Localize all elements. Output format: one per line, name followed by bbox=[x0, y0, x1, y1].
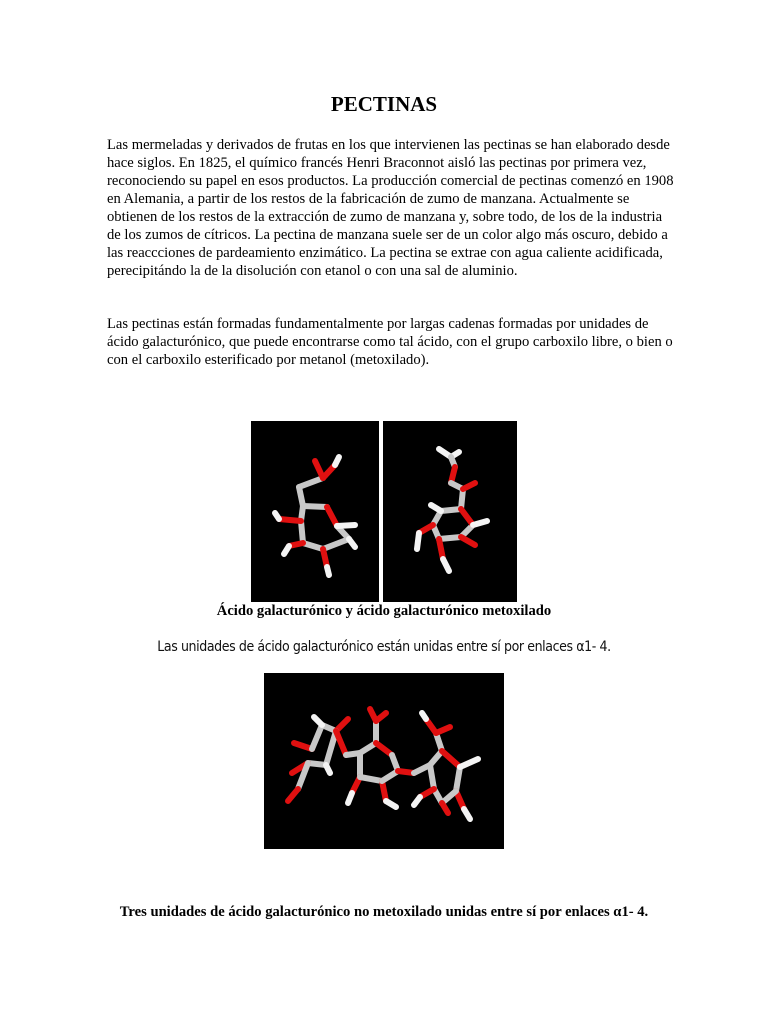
composition-paragraph: Las pectinas están formadas fundamentalmente por largas cadenas formadas por unidades de ácido galacturónico, que puede encontrarse como tal ácido, con el grupo carboxilo libre, o bien o con el carboxilo esterificado por metanol (metoxilado). bbox=[107, 316, 673, 368]
figure1-caption: Ácido galacturónico y ácido galacturónico metoxilado bbox=[216, 603, 552, 619]
methoxylated-galacturonic-acid-image bbox=[383, 421, 517, 602]
figure2-caption: Tres unidades de ácido galacturónico no metoxilado unidas entre sí por enlaces α1- 4. bbox=[119, 904, 649, 920]
trimer-molecule-image bbox=[264, 673, 504, 849]
intro-paragraph: Las mermeladas y derivados de frutas en los que intervienen las pectinas se han elaborado desde hace siglos. En 1825, el químico francés Henri Braconnot aisló las pectinas por primera vez, reconociendo su papel en esos productos. La producción comercial de pectinas comenzó en 1908 en Alemania, a partir de los restos de la fabricación de zumo de manzana. Actualmente se obtienen de los restos de la extracción de zumo de manzana y, sobre todo, de los de la industria de los zumos de cítricos. La pectina de manzana suele ser de un color algo más oscuro, debido a las reaccciones de pardeamiento enzimático. La pectina se extrae con agua caliente acidificada, perecipitándo la de la disolución con etanol o con una sal de aluminio. bbox=[107, 137, 674, 279]
linkage-text: Las unidades de ácido galacturónico están unidas entre sí por enlaces α1- 4. bbox=[157, 639, 611, 655]
galacturonic-acid-image bbox=[251, 421, 379, 602]
page-title: PECTINAS bbox=[330, 92, 438, 116]
